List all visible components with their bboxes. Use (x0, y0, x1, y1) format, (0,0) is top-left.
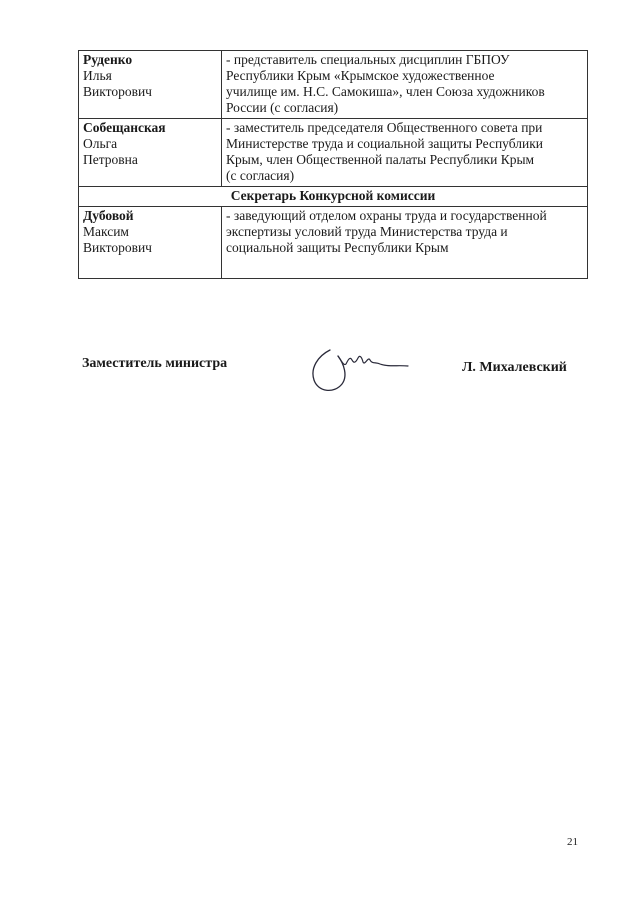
secretary-given-name: Максим (83, 224, 129, 239)
page-number: 21 (567, 836, 578, 848)
section-header: Секретарь Конкурсной комиссии (79, 187, 588, 207)
description-line: училище им. Н.С. Самокиша», член Союза художников (226, 84, 545, 99)
member-patronymic: Викторович (83, 84, 152, 99)
signer-name: Л. Михалевский (462, 360, 567, 375)
member-name-cell (79, 51, 222, 119)
member-patronymic: Петровна (83, 152, 138, 167)
description-line: Крым, член Общественной палаты Республики Крым (226, 152, 535, 167)
secretary-name-cell (79, 207, 222, 279)
secretary-description-cell (222, 207, 588, 279)
table-row (79, 207, 588, 279)
description-line: социальной защиты Республики Крым (226, 240, 449, 255)
secretary-surname: Дубовой (83, 208, 134, 223)
description-line: экспертизы условий труда Министерства труда и (226, 224, 508, 239)
section-header-row (79, 187, 588, 207)
member-surname: Руденко (83, 52, 133, 67)
description-line: - представитель специальных дисциплин ГБПОУ (226, 52, 510, 67)
table-row (79, 119, 588, 187)
table-row (79, 51, 588, 119)
position-title: Заместитель министра (82, 356, 228, 371)
member-name-cell (79, 119, 222, 187)
member-description-cell (222, 119, 588, 187)
description-line: Министерстве труда и социальной защиты Республики (226, 136, 544, 151)
secretary-patronymic: Викторович (83, 240, 152, 255)
description-line: - заместитель председателя Общественного совета при (226, 120, 543, 135)
description-line: России (с согласия) (226, 100, 339, 115)
description-line: (с согласия) (226, 168, 295, 183)
member-given-name: Ольга (83, 136, 118, 151)
description-line: Республики Крым «Крымское художественное (226, 68, 495, 83)
member-given-name: Илья (83, 68, 112, 83)
description-line: - заведующий отделом охраны труда и государственной (226, 208, 547, 223)
commission-members-table (78, 50, 588, 279)
member-description-cell (222, 51, 588, 119)
handwritten-signature (308, 342, 418, 402)
member-surname: Собещанская (83, 120, 166, 135)
